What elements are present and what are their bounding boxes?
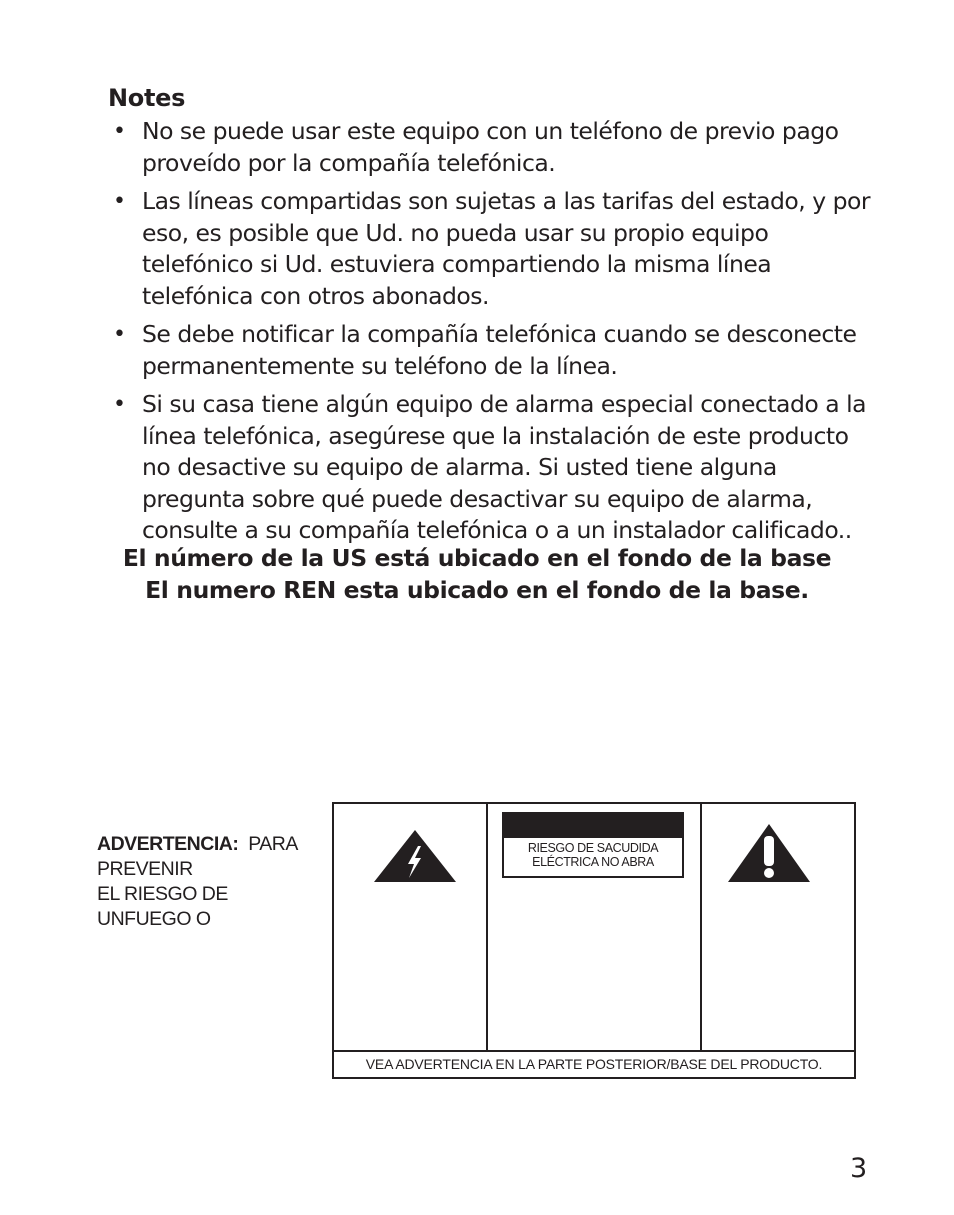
list-item bbox=[112, 116, 872, 179]
divider bbox=[334, 1050, 854, 1052]
list-item bbox=[112, 319, 872, 382]
divider bbox=[700, 804, 702, 1050]
bullet: • bbox=[113, 322, 126, 347]
label-text bbox=[504, 841, 682, 869]
page-number: 3 bbox=[850, 1153, 868, 1184]
notes-list bbox=[112, 116, 872, 554]
warning-line: UNFUEGO O bbox=[97, 908, 211, 930]
caution-label-box bbox=[332, 802, 856, 1079]
bullet: • bbox=[113, 392, 126, 417]
list-item bbox=[112, 389, 872, 547]
notes-heading: Notes bbox=[108, 84, 186, 112]
warning-line: EL RIESGO DE bbox=[97, 883, 228, 905]
note-text: Si su casa tiene algún equipo de alarma especial conectado a la línea telefónica, asegúrese que la instalación de este producto no desactive su equipo de alarma. Si usted tiene alguna pregunta sobre qué puede desactivar su equipo de alarma, consulte a su compañía telefónica o a un instalador calificado.. bbox=[142, 390, 867, 544]
lightning-triangle-icon bbox=[372, 828, 458, 884]
warning-line: PARA bbox=[248, 833, 298, 855]
divider bbox=[486, 804, 488, 1050]
exclamation-triangle-icon bbox=[726, 822, 812, 884]
warning-lead: ADVERTENCIA: bbox=[97, 833, 239, 855]
ren-number-note: El numero REN esta ubicado en el fondo de la base. bbox=[145, 576, 809, 604]
note-text: No se puede usar este equipo con un teléfono de previo pago proveído por la compañía telefónica. bbox=[142, 117, 839, 177]
label-line: RIESGO DE SACUDIDA bbox=[527, 841, 659, 855]
list-item bbox=[112, 186, 872, 312]
us-number-note: El número de la US está ubicado en el fondo de la base bbox=[122, 544, 832, 572]
label-footer: VEA ADVERTENCIA EN LA PARTE POSTERIOR/BASE DEL PRODUCTO. bbox=[365, 1056, 823, 1072]
shock-warning-label bbox=[502, 812, 684, 878]
warning-text bbox=[97, 832, 327, 932]
label-line: ELÉCTRICA NO ABRA bbox=[532, 855, 654, 869]
bullet: • bbox=[113, 189, 126, 214]
warning-line: PREVENIR bbox=[97, 858, 193, 880]
bullet: • bbox=[113, 119, 126, 144]
note-text: Las líneas compartidas son sujetas a las tarifas del estado, y por eso, es posible que Ud. no pueda usar su propio equipo telefónico si Ud. estuviera compartiendo la misma línea telefónica con otros abonados. bbox=[142, 187, 871, 310]
note-text: Se debe notificar la compañía telefónica cuando se desconecte permanentemente su teléfono de la línea. bbox=[142, 320, 857, 380]
label-band bbox=[504, 814, 682, 838]
